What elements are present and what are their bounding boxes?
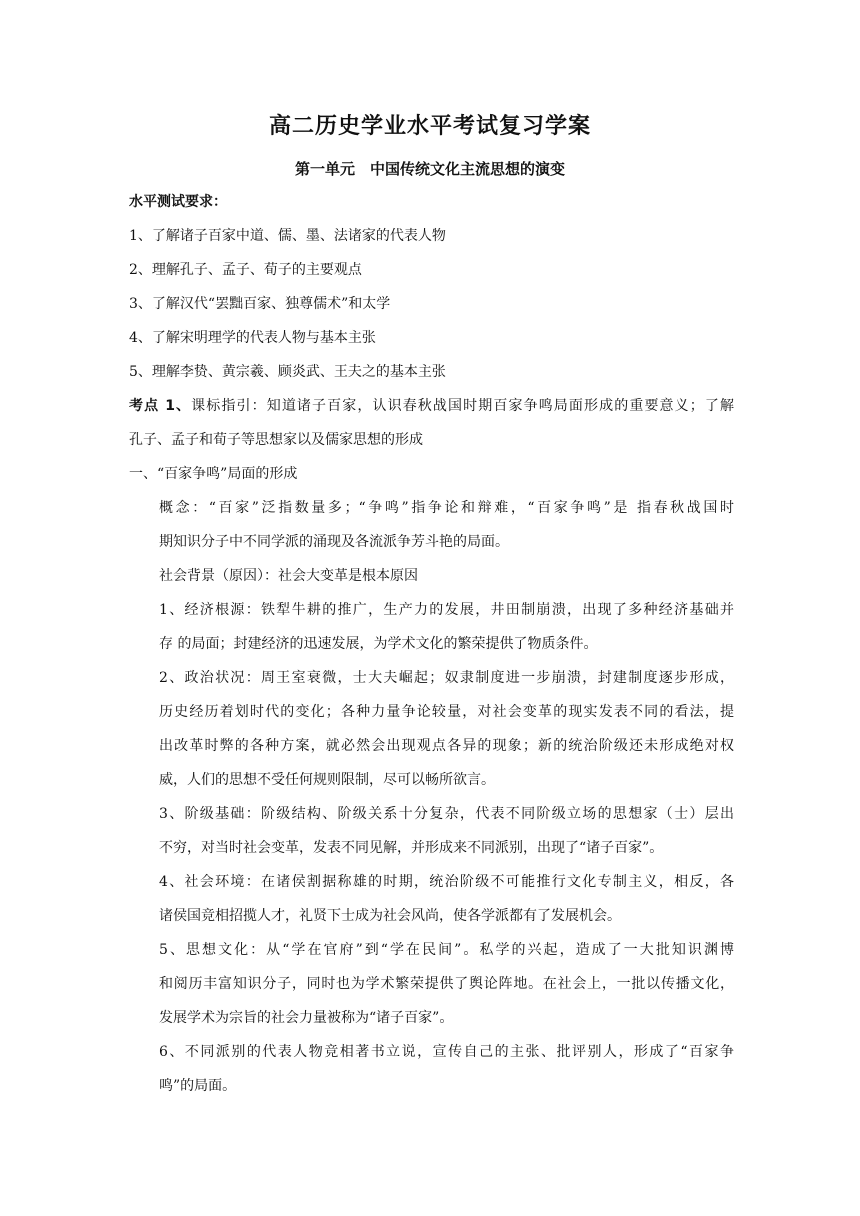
cause-item-line: 5、思想文化：从“学在官府”到“学在民间”。私学的兴起，造成了一大批知识渊博 — [159, 942, 734, 958]
requirement-item: 2、理解孔子、孟子、荀子的主要观点 — [129, 262, 362, 278]
requirement-item: 1、了解诸子百家中道、儒、墨、法诸家的代表人物 — [129, 228, 446, 244]
cause-item-line: 发展学术为宗旨的社会力量被称为“诸子百家”。 — [159, 1010, 454, 1026]
kaodian-label: 考点 1、 — [129, 398, 192, 414]
section-heading: 一、“百家争鸣”局面的形成 — [129, 466, 298, 482]
concept-line: 概念：“百家”泛指数量多；“争鸣”指争论和辩难，“百家争鸣”是 指春秋战国时 — [159, 500, 734, 516]
unit-subtitle: 第一单元 中国传统文化主流思想的演变 — [294, 160, 565, 178]
cause-item-line: 3、阶级基础：阶级结构、阶级关系十分复杂，代表不同阶级立场的思想家（士）层出 — [159, 806, 734, 822]
cause-item-line: 出改革时弊的各种方案，就必然会出现观点各异的现象；新的统治阶级还未形成绝对权 — [159, 738, 734, 754]
cause-item-line: 4、社会环境：在诸侯割据称雄的时期，统治阶级不可能推行文化专制主义，相反，各 — [159, 874, 734, 890]
requirements-heading: 水平测试要求： — [129, 194, 227, 210]
requirement-item: 5、理解李贽、黄宗羲、顾炎武、王夫之的基本主张 — [129, 364, 446, 380]
document-body — [129, 185, 734, 1103]
concept-line: 期知识分子中不同学派的涌现及各流派争芳斗艳的局面。 — [159, 534, 509, 550]
requirement-item: 3、了解汉代“罢黜百家、独尊儒术”和太学 — [129, 296, 391, 312]
cause-item-line: 诸侯国竞相招揽人才，礼贤下士成为社会风尚，使各学派都有了发展机会。 — [159, 908, 621, 924]
cause-item-line: 鸣”的局面。 — [159, 1078, 237, 1094]
kaodian-line-1 — [129, 389, 734, 423]
requirement-item: 4、了解宋明理学的代表人物与基本主张 — [129, 330, 376, 346]
cause-item-line: 存 的局面；封建经济的迅速发展，为学术文化的繁荣提供了物质条件。 — [159, 636, 598, 652]
section-content — [129, 491, 734, 1103]
document-title: 高二历史学业水平考试复习学案 — [268, 114, 591, 139]
cause-item-line: 1、经济根源：铁犁牛耕的推广，生产力的发展，井田制崩溃，出现了多种经济基础并 — [159, 602, 734, 618]
background-line: 社会背景（原因）：社会大变革是根本原因 — [159, 568, 418, 584]
cause-item-line: 和阅历丰富知识分子，同时也为学术繁荣提供了舆论阵地。在社会上，一批以传播文化， — [159, 976, 734, 992]
cause-item-line: 威，人们的思想不受任何规则限制，尽可以畅所欲言。 — [159, 772, 495, 788]
cause-item-line: 2、政治状况：周王室衰微，士大夫崛起；奴隶制度进一步崩溃，封建制度逐步形成， — [159, 670, 734, 686]
cause-item-line: 历史经历着划时代的变化；各种力量争论较量，对社会变革的现实发表不同的看法，提 — [159, 704, 734, 720]
cause-item-line: 不穷，对当时社会变革，发表不同见解，并形成来不同派别，出现了“诸子百家”。 — [159, 840, 664, 856]
cause-item-line: 6、不同派别的代表人物竞相著书立说，宣传自己的主张、批评别人，形成了“百家争 — [159, 1044, 734, 1060]
kaodian-line-2: 孔子、孟子和荀子等思想家以及儒家思想的形成 — [129, 432, 423, 448]
kaodian-text: 课标指引：知道诸子百家，认识春秋战国时期百家争鸣局面形成的重要意义；了解 — [191, 398, 734, 414]
